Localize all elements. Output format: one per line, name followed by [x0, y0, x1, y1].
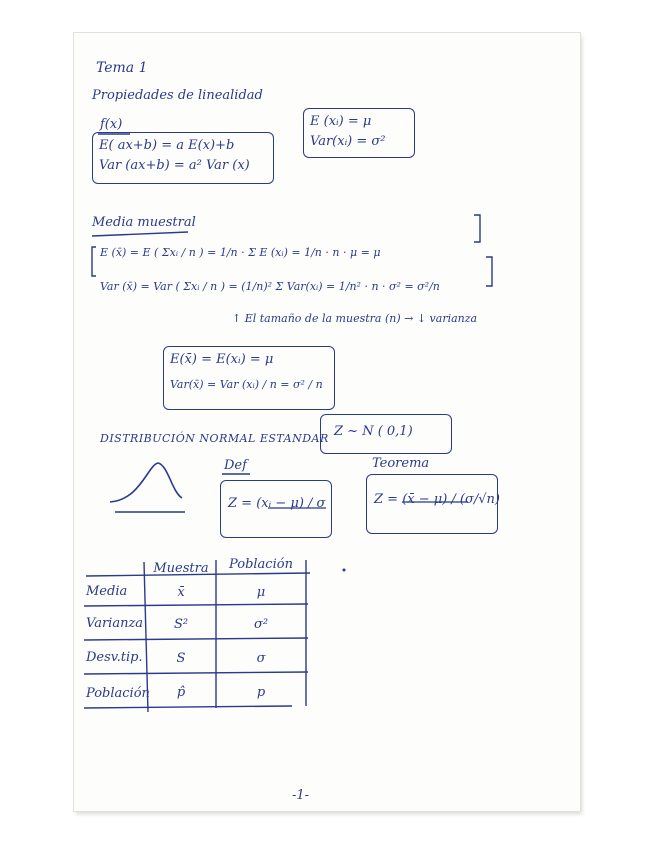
table-hline-2: [84, 604, 308, 606]
page-title: Tema 1: [96, 60, 148, 76]
page-number: -1-: [292, 788, 310, 803]
section-heading-normal: DISTRIBUCIÓN NORMAL ESTANDAR: [100, 432, 329, 445]
theorem-formula: Z = (x̄ − μ) / (σ/√n): [374, 492, 500, 507]
bracket-right-2: [486, 257, 492, 286]
ink-dot: [343, 569, 346, 572]
table-cell-population: p: [256, 684, 266, 700]
table-hline-5: [84, 706, 292, 708]
table-cell-sample: S: [176, 650, 186, 666]
table-header-sample: Muestra: [153, 560, 209, 576]
table-header-population: Población: [229, 556, 293, 572]
media-underline: [92, 232, 188, 236]
def-label: Def: [224, 458, 247, 473]
sample-size-note: ↑ El tamaño de la muestra (n) → ↓ varianza: [232, 312, 478, 325]
summary-mean: E(x̄) = E(xᵢ) = μ: [170, 352, 274, 367]
linearity-eq-mean: E( ax+b) = a E(x)+b: [99, 138, 235, 153]
theorem-label: Teorema: [372, 456, 430, 471]
summary-var: Var(x̄) = Var (xᵢ) / n = σ² / n: [170, 378, 323, 391]
fx-label: f(x): [100, 117, 123, 132]
linearity-eq-var: Var (ax+b) = a² Var (x): [99, 158, 250, 173]
expected-value-derivation: E (x̄) = E ( Σxᵢ / n ) = 1/n · Σ E (xᵢ) = 1/n · n · μ = μ: [100, 246, 381, 259]
section-heading-sample-mean: Media muestral: [92, 215, 196, 230]
table-cell-sample: x̄: [177, 584, 185, 600]
iid-mean: E (xᵢ) = μ: [310, 114, 372, 129]
table-cell-population: σ: [256, 650, 266, 666]
table-row-label: Varianza: [86, 616, 144, 631]
table-row-label: Desv.tip.: [86, 650, 143, 665]
table-cell-sample: S²: [173, 616, 189, 632]
def-formula: Z = (xᵢ − μ) / σ: [228, 496, 326, 511]
bracket-left: [92, 247, 96, 276]
variance-derivation: Var (x̄) = Var ( Σxᵢ / n ) = (1/n)² Σ Var(xᵢ) = 1/n² · n · σ² = σ²/n: [100, 280, 440, 293]
section-heading-linearity: Propiedades de linealidad: [92, 88, 263, 103]
table-row-label: Población: [86, 686, 150, 701]
table-cell-sample: p̂: [176, 684, 186, 700]
table-cell-population: μ: [256, 584, 266, 600]
table-row-label: Media: [86, 584, 128, 599]
table-cell-population: σ²: [253, 616, 269, 632]
table-hline-3: [84, 638, 308, 640]
z-distribution: Z ~ N ( 0,1): [334, 424, 413, 439]
bracket-right-1: [474, 215, 480, 242]
table-hline-4: [84, 672, 308, 674]
iid-var: Var(xᵢ) = σ²: [310, 134, 386, 149]
bell-curve-icon: [110, 463, 182, 502]
